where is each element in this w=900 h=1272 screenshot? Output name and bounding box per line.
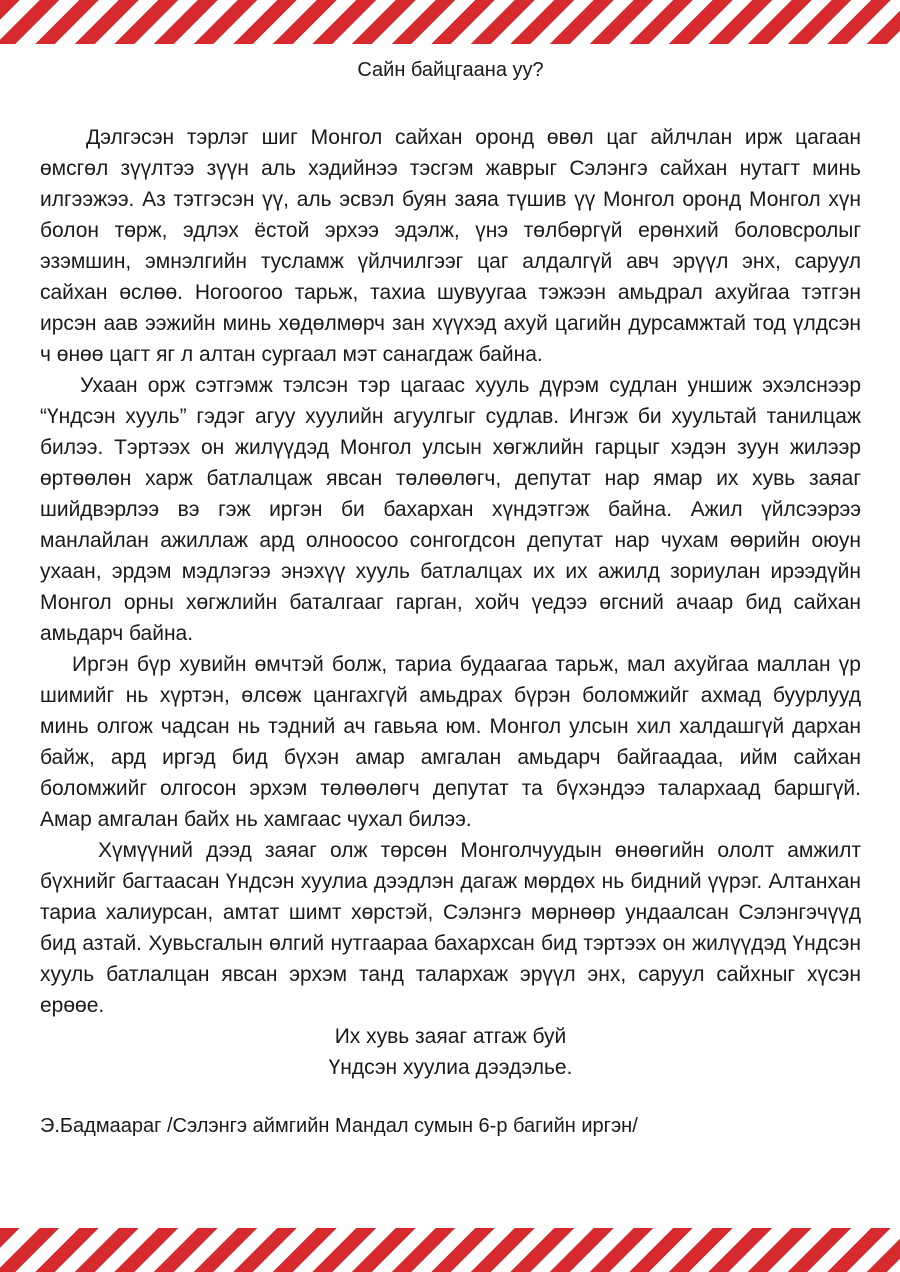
signature: Э.Бадмаараг /Сэлэнгэ аймгийн Мандал сумын 6-р багийн иргэн/	[40, 1115, 638, 1137]
letter-body	[40, 58, 861, 1139]
closing-line-1: Их хувь заяаг атгаж буй	[334, 1025, 567, 1048]
paragraph-3: Иргэн бүр хувийн өмчтэй болж, тариа будаагаа тарьж, мал ахуйгаа маллан үр шимийг нь хүртэн, өлсөж цангахгүй амьдрах бүрэн боломжийг ахмад буурлууд минь олгож чадсан нь тэдний ач гавьяа юм. Монгол улсын хил халдашгүй дархан байж, ард иргэд бид бүхэн амар амгалан амьдарч байгаадаа, ийм сайхан боломжийг олгосон эрхэм төлөөлөгч депутат та бүхэндээ талархаад баршгүй. Амар амгалан байх нь хамгаас чухал билээ.	[40, 653, 861, 831]
paragraph-4: Хүмүүний дээд заяаг олж төрсөн Монголчуудын өнөөгийн ололт амжилт бүхнийг багтаасан Үндсэн хуулиа дээдлэн дагаж мөрдөх нь бидний үүрэг. Алтанхан тариа халиурсан, амтат шимт хөрстэй, Сэлэнгэ мөрнөөр ундаалсан Сэлэнгэчүүд бид азтай. Хувьсгалын өлгий нутгаараа бахархсан бид тэртээх он жилүүдэд Үндсэн хууль батлалцан явсан эрхэм танд талархаж эрүүл энх, саруул сайхныг хүсэн ерөөе.	[40, 839, 861, 1017]
greeting: Сайн байцгаана уу?	[357, 59, 544, 81]
top-stripe-border	[0, 0, 900, 44]
closing-line-2: Үндсэн хуулиа дээдэлье.	[328, 1056, 573, 1079]
paragraph-2: Ухаан орж сэтгэмж тэлсэн тэр цагаас хууль дүрэм судлан уншиж эхэлснээр “Үндсэн хууль” гэдэг агуу хуулийн агуулгыг судлав. Ингэж би хуультай танилцаж билээ. Тэртээх он жилүүдэд Монгол улсын хөгжлийн гарцыг хэдэн зуун жилээр өртөөлөн харж батлалцаж явсан төлөөлөгч, депутат нар ямар их хувь заяаг шийдвэрлээ вэ гэж иргэн би бахархан хүндэтгэж байна. Ажил үйлсээрээ манлайлан ажиллаж ард олноосоо сонгогдсон депутат нар чухам өөрийн оюун ухаан, эрдэм мэдлэгээ энэхүү хууль батлалцах их их ажилд зориулан ирээдүйн Монгол орны хөгжлийн баталгааг гарган, хойч үедээ өгсний ачаар бид сайхан амьдарч байна.	[40, 374, 861, 645]
paragraph-1: Дэлгэсэн тэрлэг шиг Монгол сайхан оронд өвөл цаг айлчлан ирж цагаан өмсгөл зүүлтээ зүүн аль хэдийнээ тэсгэм жаврыг Сэлэнгэ сайхан нутагт минь илгээжээ. Аз тэтгэсэн үү, аль эсвэл буян заяа түшив үү Монгол оронд Монгол хүн болон төрж, эдлэх ёстой эрхээ эдэлж, үнэ төлбөргүй ерөнхий боловсролыг эзэмшин, эмнэлгийн тусламж үйлчилгээг цаг алдалгүй авч эрүүл энх, саруул сайхан өслөө. Ногоогоо тарьж, тахиа шувуугаа тэжээн амьдрал ахуйгаа тэтгэн ирсэн аав ээжийн минь хөдөлмөрч зан хүүхэд ахуй цагийн дурсамжтай тод үлдсэн ч өнөө цагт яг л алтан сургаал мэт санагдаж байна.	[40, 126, 861, 366]
bottom-stripe-border	[0, 1228, 900, 1272]
